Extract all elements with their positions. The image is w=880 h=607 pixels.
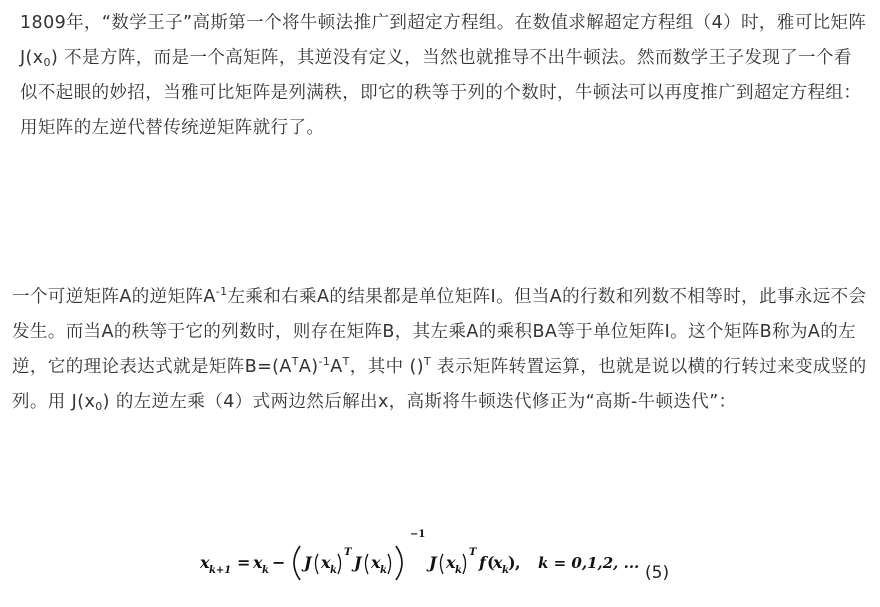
p2-line3-sup2: -1 (318, 355, 331, 368)
p2-line3-sup1: T (291, 355, 299, 368)
p2-line4-sub: 0 (95, 400, 103, 413)
formula-x3: x (446, 553, 456, 572)
formula-xk-sub: k (262, 565, 269, 576)
formula-paren-l2 (366, 554, 369, 574)
p2-line1-sup: -1 (215, 285, 228, 298)
p2-line5: 两边然后解出x，高斯将牛顿迭代修正为“高斯-牛顿迭代”： (270, 392, 737, 412)
p2-line3-d: ，其中 ( (349, 357, 417, 377)
p2-line4-a: ) (416, 357, 424, 377)
p2-line4-c: ) 的左逆左乘（4）式 (102, 392, 271, 412)
p2-line3-b: A) (298, 357, 319, 377)
formula-k1: k (330, 565, 337, 576)
gauss-newton-formula (200, 524, 700, 596)
formula-minus: − (272, 553, 286, 572)
p1-line3: 出牛顿法。然而数学王子发现了一个看似不起眼的妙招，当雅可比矩阵是列满秩，即它的 (20, 48, 852, 103)
p2-line4-b: 表示矩阵转置运算，也就是说以横的行转过来变成竖的列。用 J(x (12, 357, 867, 412)
formula-x2: x (371, 553, 381, 572)
p2-line1-b: 左乘和右乘A的结果都是单位矩阵I。但当A的行数和列数不相等 (227, 287, 724, 307)
formula-k3: k (455, 565, 462, 576)
formula-lhs-sub: k+1 (209, 565, 232, 576)
formula-f-paren-open: ( (487, 553, 495, 572)
formula-inverse: −1 (410, 529, 426, 540)
formula-paren-r1 (338, 554, 341, 574)
formula-comma: , (515, 553, 521, 572)
formula-J1: J (304, 553, 312, 572)
formula-paren-l1 (316, 554, 319, 574)
formula-x1: x (321, 553, 331, 572)
formula-paren-r2 (388, 554, 391, 574)
formula-range: k = 0,1,2, ... (538, 554, 640, 572)
p2-line3-sup3: T (342, 355, 350, 368)
formula-f-paren-close: ) (508, 553, 516, 572)
formula-k4: k (502, 565, 509, 576)
p1-line2-sub: 0 (43, 56, 51, 69)
p1-line2-b: ) 不是方阵，而是一个高矩阵，其逆没有定义，当然也就推导不 (50, 48, 548, 68)
formula-J2: J (354, 553, 362, 572)
formula-xk: x (253, 553, 263, 572)
formula-paren-l3 (441, 554, 444, 574)
p2-line1-a: 一个可逆矩阵A的逆矩阵A (12, 287, 216, 307)
p1-line5: 行了。 (270, 118, 325, 138)
formula-T1: T (344, 547, 352, 558)
formula-big-left-paren (294, 546, 300, 580)
p2-line4-sup: T (423, 355, 432, 368)
formula-big-right-paren (396, 546, 402, 580)
formula-x4: x (493, 553, 503, 572)
formula-lhs: x (200, 553, 210, 572)
formula-J3: J (429, 553, 437, 572)
p2-line3-c: A (330, 357, 343, 377)
formula-paren-r3 (463, 554, 466, 574)
p1-line1: 1809年，“数学王子”高斯第一个将牛顿法推广到超定方程组。在数值求解超定方程组 (20, 13, 694, 33)
formula-T2: T (469, 547, 477, 558)
p2-line2: 时，此事永远不会发生。而当A的秩等于它的列数时，则存在矩阵B，其左乘A的乘积BA等 (12, 287, 867, 342)
paragraph-left-inverse (12, 280, 868, 420)
p1-line2-a: （4）时，雅可比矩阵 J(x (20, 13, 867, 68)
equation-number: (5) (645, 563, 670, 583)
formula-k2: k (380, 565, 387, 576)
formula-f: f (479, 553, 486, 572)
paragraph-gauss-newton-intro (20, 6, 868, 146)
formula-equals: = (237, 553, 251, 572)
p1-line4: 秩等于列的个数时，牛顿法可以再度推广到超定方程组：用矩阵的左逆代替传统逆矩阵就 (20, 83, 862, 138)
p2-line3-a: 于单位矩阵I。这个矩阵B称为A的左逆，它的理论表达式就是矩阵B=(A (12, 322, 857, 377)
